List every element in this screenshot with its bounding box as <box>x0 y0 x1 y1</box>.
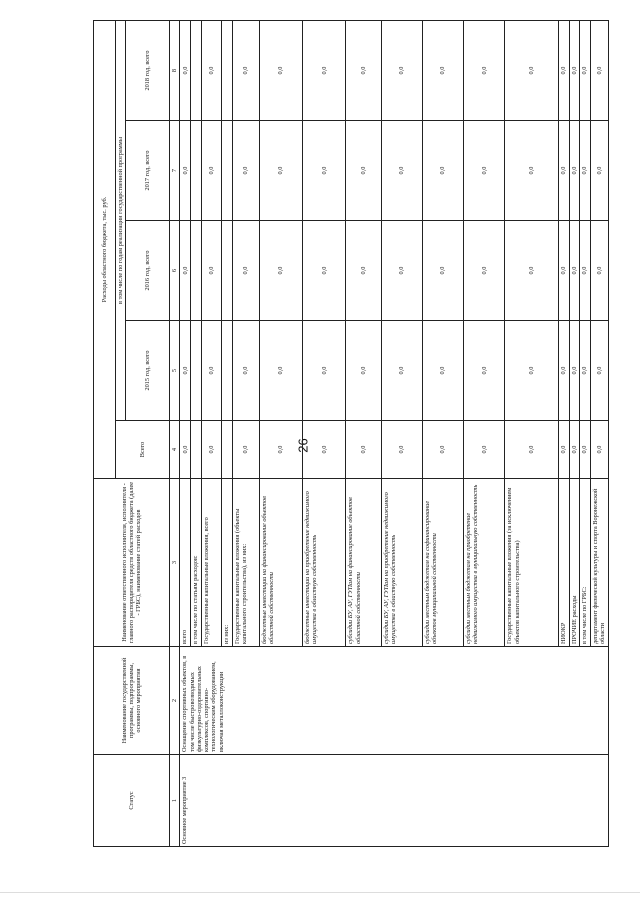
expenses-table <box>93 20 609 847</box>
value-cell: 0,0 <box>559 321 570 421</box>
value-cell: 0,0 <box>569 321 580 421</box>
value-cell: 0,0 <box>505 121 559 221</box>
expense-item-label: ПРОЧИЕ расходы <box>569 479 580 647</box>
value-cell: 0,0 <box>505 321 559 421</box>
value-cell: 0,0 <box>422 321 463 421</box>
value-cell: 0,0 <box>464 421 505 479</box>
value-cell <box>222 121 233 221</box>
value-cell: 0,0 <box>580 421 591 479</box>
value-cell <box>191 421 202 479</box>
page-bottom-rule <box>0 892 640 893</box>
value-cell: 0,0 <box>259 21 302 121</box>
value-cell: 0,0 <box>464 221 505 321</box>
value-cell: 0,0 <box>422 121 463 221</box>
expense-item-label: субсидии БУ, АУ, ГУПам на приобретение недвижимого имущества в областную собственность <box>381 479 422 647</box>
value-cell: 0,0 <box>259 421 302 479</box>
header-expenses-group: Расходы областного бюджета, тыс. руб. <box>94 21 116 479</box>
value-cell: 0,0 <box>346 421 381 479</box>
expense-item-label: Государственные капитальные вложения (объекты капитального строительства), из них: <box>232 479 259 647</box>
header-2017: 2017 год, всего <box>126 121 170 221</box>
column-numbers-row <box>170 21 180 847</box>
value-cell: 0,0 <box>180 121 191 221</box>
header-executor: Наименование ответственного исполнителя, исполнителя - главного распорядителя средств областного бюджета (далее - ГРБС), наименование статей расходов <box>94 479 170 647</box>
expense-item-label: в том числе по статьям расходов: <box>191 479 202 647</box>
value-cell: 0,0 <box>232 21 259 121</box>
value-cell: 0,0 <box>569 21 580 121</box>
expense-item-label: из них: <box>222 479 233 647</box>
value-cell: 0,0 <box>201 221 222 321</box>
value-cell: 0,0 <box>381 121 422 221</box>
col-number: 4 <box>170 421 180 479</box>
header-2018: 2018 год, всего <box>126 21 170 121</box>
expense-item-label: департамент физической культуры и спорта Воронежской области <box>590 479 608 647</box>
header-2015: 2015 год, всего <box>126 321 170 421</box>
value-cell: 0,0 <box>505 21 559 121</box>
value-cell: 0,0 <box>590 121 608 221</box>
header-status: Статус <box>94 755 170 847</box>
value-cell: 0,0 <box>259 121 302 221</box>
col-number: 3 <box>170 479 180 647</box>
value-cell: 0,0 <box>180 221 191 321</box>
value-cell: 0,0 <box>569 221 580 321</box>
expense-item-label: Государственные капитальные вложения, всего <box>201 479 222 647</box>
expense-item-label: в том числе по ГРБС: <box>580 479 591 647</box>
value-cell: 0,0 <box>590 321 608 421</box>
value-cell <box>191 321 202 421</box>
expense-item-label: субсидии БУ, АУ, ГУПам на финансирование объектов областной собственности <box>346 479 381 647</box>
value-cell: 0,0 <box>559 21 570 121</box>
value-cell: 0,0 <box>559 221 570 321</box>
value-cell: 0,0 <box>422 21 463 121</box>
header-2016: 2016 год, всего <box>126 221 170 321</box>
value-cell <box>222 221 233 321</box>
value-cell: 0,0 <box>569 121 580 221</box>
value-cell: 0,0 <box>232 421 259 479</box>
header-by-years: в том числе по годам реализации государственной программы <box>116 21 126 421</box>
value-cell: 0,0 <box>232 321 259 421</box>
value-cell: 0,0 <box>464 321 505 421</box>
value-cell: 0,0 <box>381 21 422 121</box>
value-cell: 0,0 <box>381 221 422 321</box>
col-number: 1 <box>170 755 180 847</box>
value-cell: 0,0 <box>590 21 608 121</box>
value-cell: 0,0 <box>259 221 302 321</box>
value-cell: 0,0 <box>559 121 570 221</box>
value-cell: 0,0 <box>346 21 381 121</box>
value-cell <box>222 21 233 121</box>
expense-item-label: НИОКР <box>559 479 570 647</box>
value-cell: 0,0 <box>580 321 591 421</box>
program-name-cell: Оснащение спортивных объектов, в том числе быстровозводимых физкультурно-оздоровительных комплексов, спортивно-технологическим оборудованием, включая металлоконструкции <box>180 647 609 755</box>
value-cell: 0,0 <box>569 421 580 479</box>
col-number: 8 <box>170 21 180 121</box>
expense-item-label: всего <box>180 479 191 647</box>
expense-item-label: Государственные капитальные вложения (за исключением объектов капитального строительства) <box>505 479 559 647</box>
value-cell: 0,0 <box>201 421 222 479</box>
value-cell: 0,0 <box>422 421 463 479</box>
value-cell: 0,0 <box>559 421 570 479</box>
value-cell: 0,0 <box>180 21 191 121</box>
value-cell: 0,0 <box>346 121 381 221</box>
col-number: 2 <box>170 647 180 755</box>
value-cell <box>191 221 202 321</box>
value-cell: 0,0 <box>580 221 591 321</box>
value-cell: 0,0 <box>232 221 259 321</box>
value-cell: 0,0 <box>303 21 346 121</box>
table-row <box>180 21 191 847</box>
col-number: 7 <box>170 121 180 221</box>
value-cell: 0,0 <box>381 421 422 479</box>
value-cell: 0,0 <box>346 221 381 321</box>
value-cell: 0,0 <box>346 321 381 421</box>
value-cell: 0,0 <box>580 121 591 221</box>
value-cell <box>191 21 202 121</box>
value-cell: 0,0 <box>505 421 559 479</box>
value-cell: 0,0 <box>201 121 222 221</box>
value-cell <box>222 421 233 479</box>
page-number: 26 <box>295 438 311 453</box>
value-cell: 0,0 <box>180 321 191 421</box>
value-cell <box>222 321 233 421</box>
header-program-name: Наименование государственной программы, подпрограммы, основного мероприятия <box>94 647 170 755</box>
expense-item-label: субсидии местным бюджетам на софинансирование объектов муниципальной собственности <box>422 479 463 647</box>
status-cell: Основное мероприятие 3 <box>180 755 609 847</box>
value-cell: 0,0 <box>422 221 463 321</box>
expense-item-label: бюджетные инвестиции на финансирование объектов областной собственности <box>259 479 302 647</box>
value-cell: 0,0 <box>464 21 505 121</box>
value-cell: 0,0 <box>303 421 346 479</box>
rotated-table-wrapper <box>93 21 609 847</box>
value-cell: 0,0 <box>590 421 608 479</box>
value-cell: 0,0 <box>464 121 505 221</box>
value-cell: 0,0 <box>259 321 302 421</box>
col-number: 5 <box>170 321 180 421</box>
value-cell: 0,0 <box>303 221 346 321</box>
expense-item-label: субсидии местным бюджетам на приобретение недвижимого имущества в муниципальную собственность <box>464 479 505 647</box>
col-number: 6 <box>170 221 180 321</box>
value-cell: 0,0 <box>201 21 222 121</box>
value-cell: 0,0 <box>303 121 346 221</box>
expense-item-label: бюджетные инвестиции на приобретение недвижимого имущества в областную собственность <box>303 479 346 647</box>
value-cell: 0,0 <box>590 221 608 321</box>
value-cell: 0,0 <box>580 21 591 121</box>
value-cell: 0,0 <box>381 321 422 421</box>
value-cell: 0,0 <box>180 421 191 479</box>
value-cell: 0,0 <box>303 321 346 421</box>
value-cell: 0,0 <box>201 321 222 421</box>
value-cell <box>191 121 202 221</box>
value-cell: 0,0 <box>505 221 559 321</box>
header-total: Всего <box>116 421 170 479</box>
value-cell: 0,0 <box>232 121 259 221</box>
